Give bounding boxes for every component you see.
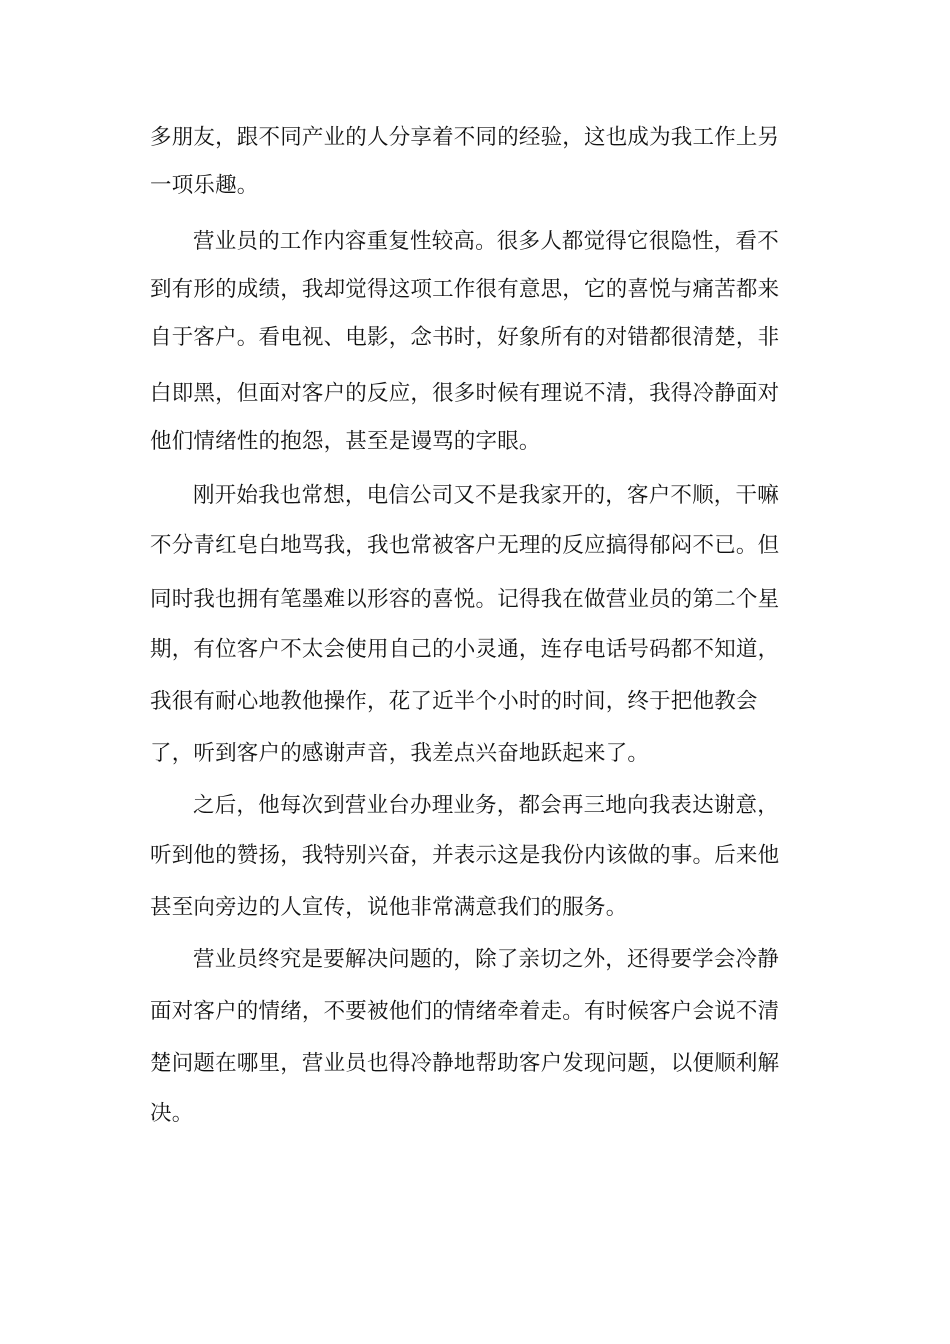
- paragraph-first-line: 刚开始我也常想，电信公司又不是我家开的，客户不顺，干嘛: [193, 483, 779, 508]
- paragraph-first-line: 营业员的工作内容重复性较高。很多人都觉得它很隐性，看不: [193, 229, 779, 254]
- text-line: 到有形的成绩，我却觉得这项工作很有意思，它的喜悦与痛苦都来: [150, 277, 780, 302]
- text-line: 多朋友，跟不同产业的人分享着不同的经验，这也成为我工作上另: [150, 125, 780, 150]
- text-line: 决。: [150, 1101, 194, 1126]
- paragraph-first-line: 之后，他每次到营业台办理业务，都会再三地向我表达谢意，: [193, 793, 779, 818]
- text-line: 自于客户。看电视、电影，念书时，好象所有的对错都很清楚，非: [150, 325, 780, 350]
- text-line: 一项乐趣。: [150, 173, 259, 198]
- text-line: 了，听到客户的感谢声音，我差点兴奋地跃起来了。: [150, 741, 650, 766]
- text-line: 甚至向旁边的人宣传，说他非常满意我们的服务。: [150, 895, 628, 920]
- text-line: 听到他的赞扬，我特别兴奋，并表示这是我份内该做的事。后来他: [150, 843, 780, 868]
- text-line: 期，有位客户不太会使用自己的小灵通，连存电话号码都不知道，: [150, 637, 780, 662]
- text-line: 白即黑，但面对客户的反应，很多时候有理说不清，我得冷静面对: [150, 381, 780, 406]
- text-line: 他们情绪性的抱怨，甚至是谩骂的字眼。: [150, 429, 541, 454]
- text-line: 面对客户的情绪，不要被他们的情绪牵着走。有时候客户会说不清: [150, 999, 780, 1024]
- text-line: 同时我也拥有笔墨难以形容的喜悦。记得我在做营业员的第二个星: [150, 587, 780, 612]
- text-line: 不分青红皂白地骂我，我也常被客户无理的反应搞得郁闷不已。但: [150, 533, 780, 558]
- text-line: 我很有耐心地教他操作，花了近半个小时的时间，终于把他教会: [150, 689, 758, 714]
- text-line: 楚问题在哪里，营业员也得冷静地帮助客户发现问题，以便顺利解: [150, 1051, 780, 1076]
- paragraph-first-line: 营业员终究是要解决问题的，除了亲切之外，还得要学会冷静: [193, 947, 779, 972]
